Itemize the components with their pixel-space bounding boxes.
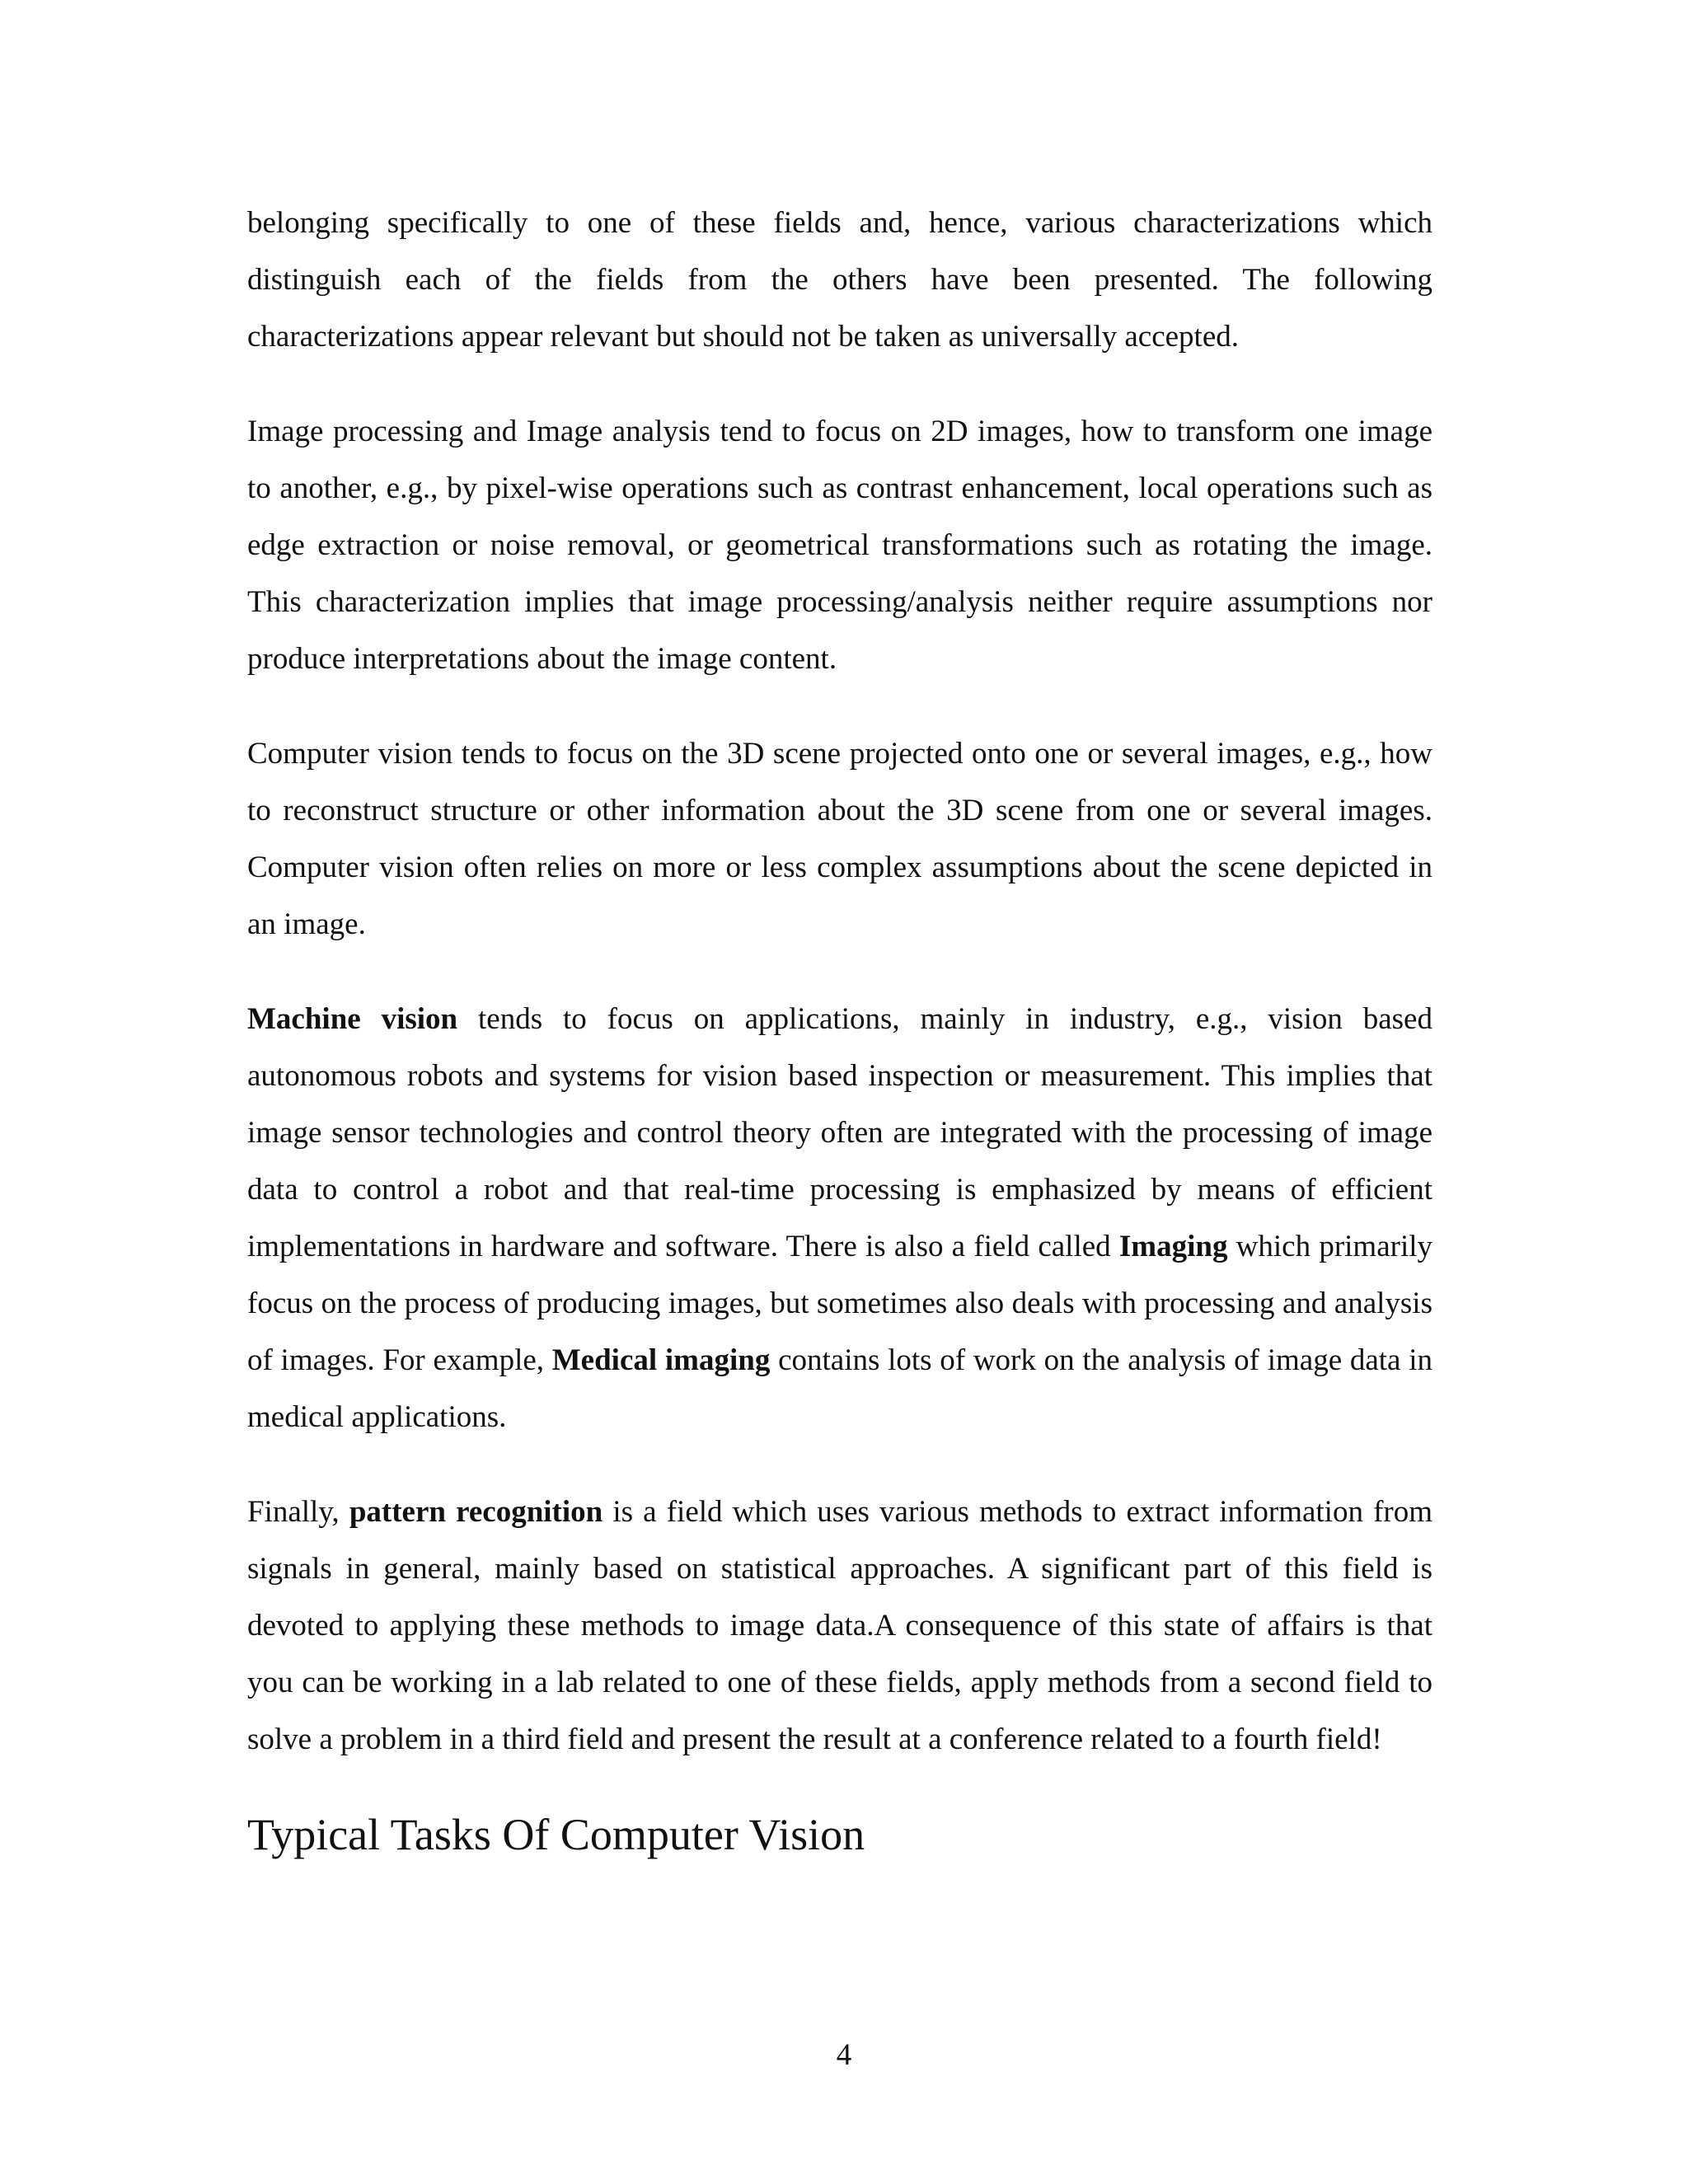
bold-term-imaging: Imaging <box>1118 1230 1228 1263</box>
paragraph-image-processing <box>247 403 1432 687</box>
bold-term-machine-vision: Machine vision <box>247 1002 458 1036</box>
bold-term-pattern-recognition: pattern recognition <box>349 1495 603 1529</box>
text-run: Image processing and Image analysis tend to focus on 2D images, how to transform one image to another, e.g., by pixel-wise operations such as contrast enhancement, local operations such as edge extraction or noise removal, or geometrical transformations such as rotating the image. This characterization implies that image processing/analysis neither require assumptions nor produce interpretations about the image content. <box>247 415 1432 676</box>
bold-term-medical-imaging: Medical imaging <box>551 1343 771 1377</box>
page-number: 4 <box>836 2038 852 2072</box>
paragraph-computer-vision <box>247 725 1432 953</box>
paragraph-pattern-recognition <box>247 1483 1432 1768</box>
paragraph-field-characterizations <box>247 194 1432 365</box>
text-run: Computer vision tends to focus on the 3D scene projected onto one or several images, e.g., how to reconstruct structure or other information about the 3D scene from one or several images. Computer vision often relies on more or less complex assumptions about the scene depicted in an image. <box>247 737 1432 941</box>
text-run: tends to focus on applications, mainly in industry, e.g., vision based autonomous robots and systems for vision based inspection or measurement. This implies that image sensor technologies and control theory often are integrated with the processing of image data to control a robot and that real-time processing is emphasized by means of efficient implementations in hardware and software. There is also a field called <box>247 1002 1432 1263</box>
text-run: Finally, <box>247 1495 349 1529</box>
section-heading: Typical Tasks Of Computer Vision <box>247 1810 865 1859</box>
text-run: is a field which uses various methods to extract information from signals in general, mainly based on statistical approaches. A significant part of this field is devoted to applying these methods to image data.A consequence of this state of affairs is that you can be working in a lab related to one of these fields, apply methods from a second field to solve a problem in a third field and present the result at a conference related to a fourth field! <box>247 1495 1433 1756</box>
paragraph-machine-vision <box>247 991 1432 1446</box>
text-run: which primarily focus on the process of producing images, but sometimes also deals with processing and analysis of images. For example, <box>247 1230 1433 1377</box>
page-body <box>247 194 1432 1863</box>
text-run: belonging specifically to one of these fields and, hence, various characterizations which distinguish each of the fields from the others have been presented. The following characterizations appear relevant but should not be taken as universally accepted. <box>247 206 1432 354</box>
text-run: contains lots of work on the analysis of image data in medical applications. <box>247 1343 1432 1434</box>
